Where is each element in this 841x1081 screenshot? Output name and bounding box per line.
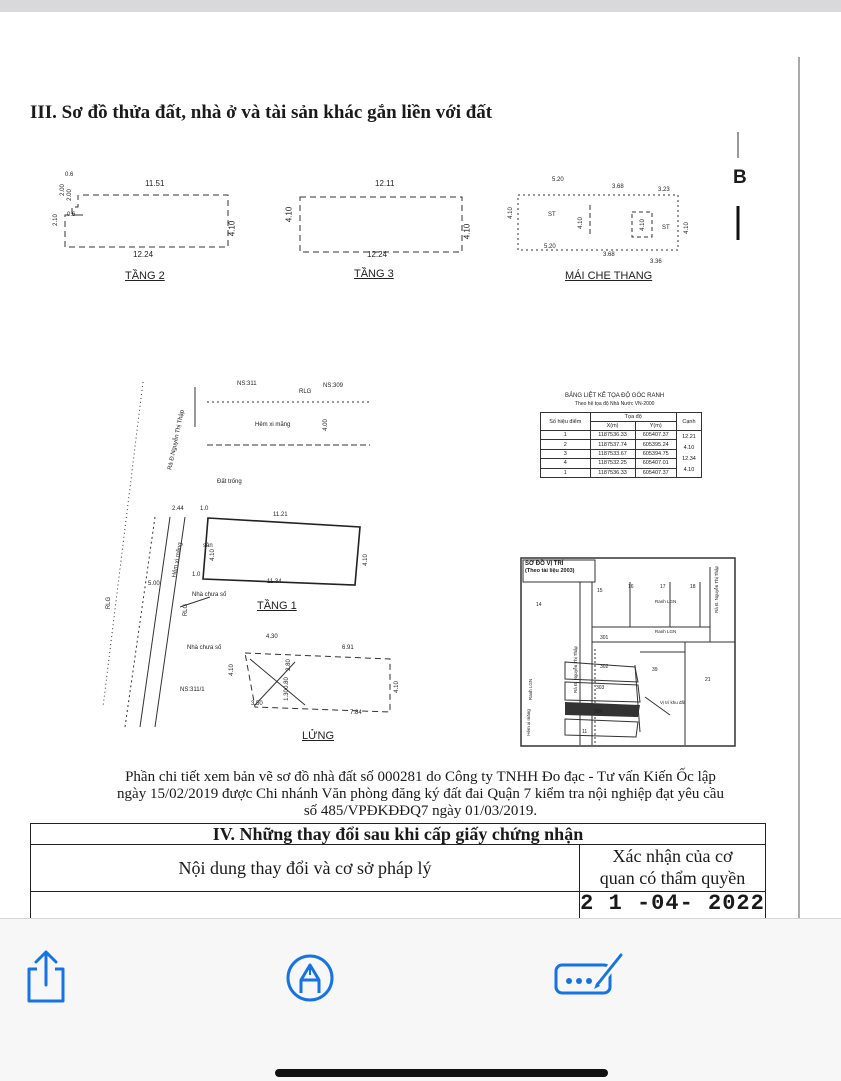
home-indicator[interactable] bbox=[275, 1069, 608, 1077]
location-map-title: SƠ ĐỒ VỊ TRÍ bbox=[525, 561, 564, 567]
note-line: số 485/VPĐKĐĐQ7 ngày 01/03/2019. bbox=[303, 803, 538, 819]
tang1-left-dim: 5.00 bbox=[148, 581, 160, 587]
edge-value: 4.10 bbox=[683, 445, 695, 451]
location-map-label: 11 bbox=[582, 729, 588, 735]
side-marks bbox=[735, 122, 741, 252]
coord-header: Số hiệu điểm bbox=[541, 413, 591, 431]
tang2-label: TẦNG 2 bbox=[125, 270, 165, 282]
markup-pen-icon[interactable] bbox=[285, 953, 335, 1003]
section-iv-col2-line2: quan có thẩm quyền bbox=[599, 868, 746, 888]
lung-small: 0.80 bbox=[283, 677, 290, 689]
coord-cell: 605407.01 bbox=[635, 459, 676, 468]
lung-label: LỬNG bbox=[302, 730, 335, 742]
section-iv-entry-stamp bbox=[580, 892, 765, 918]
location-map-label: Hẻm xi măng bbox=[525, 709, 531, 736]
tang1-label: TẦNG 1 bbox=[257, 600, 297, 612]
edge-value: 4.10 bbox=[683, 467, 695, 473]
mai-st: ST bbox=[548, 212, 556, 218]
tang1-hem: Hẻm xi măng bbox=[255, 422, 291, 428]
tang1-left-dim: 2.44 bbox=[172, 506, 184, 512]
location-map-label: 302 bbox=[600, 664, 609, 670]
coord-table bbox=[540, 412, 702, 478]
tang1-right-dim: 4.10 bbox=[362, 554, 369, 566]
mai-dim: 5.20 bbox=[552, 177, 564, 183]
tang1-ns311-1: NS:311/1 bbox=[180, 687, 205, 693]
tang1-dat-trong: Đất trống bbox=[217, 479, 242, 485]
stamp-date: 2 1 -04- 2022 bbox=[580, 891, 765, 916]
location-map-label: 304 bbox=[594, 709, 603, 715]
mai-st: ST bbox=[662, 225, 670, 231]
location-map-label: Ranh LGN bbox=[655, 599, 677, 604]
tang1-rlg: RLG bbox=[299, 389, 312, 395]
lung-dim: 3.50 bbox=[251, 701, 263, 707]
coord-cell: 1 bbox=[541, 468, 591, 477]
tang2-dim: 0.6 bbox=[67, 212, 76, 218]
section-iii-title: III. Sơ đồ thửa đất, nhà ở và tài sản khác gắn liền với đất bbox=[30, 102, 493, 123]
lung-dim: 6.91 bbox=[342, 645, 354, 651]
coord-cell: 1187537.74 bbox=[590, 440, 635, 449]
coord-cell: 605395.24 bbox=[635, 440, 676, 449]
edge-value: 12.34 bbox=[682, 456, 696, 462]
location-map-subtitle: (Theo tài liệu 2003) bbox=[525, 568, 575, 574]
lung-left-dim: 4.10 bbox=[228, 664, 235, 676]
tang1-hem-width: 4.00 bbox=[322, 419, 329, 431]
location-map-label: Vị trí khu đất bbox=[660, 700, 686, 705]
section-iv-col1-header: Nội dung thay đổi và cơ sở pháp lý bbox=[31, 845, 580, 891]
side-letter: B bbox=[733, 167, 747, 188]
location-map-label: Ranh LGN bbox=[655, 629, 677, 634]
lung-dim: 7.84 bbox=[350, 710, 362, 716]
note-line: Phần chi tiết xem bản vẽ sơ đồ nhà đất số 000281 do Công ty TNHH Đo đạc - Tư vấn Kiến Ốc lập bbox=[125, 769, 716, 785]
tang2-dim: 2.00 bbox=[59, 184, 66, 196]
location-map-label: 15 bbox=[597, 588, 603, 594]
location-map-label: 301 bbox=[600, 635, 609, 641]
coord-cell: 1187536.33 bbox=[590, 468, 635, 477]
location-map-label: 18 bbox=[690, 584, 696, 590]
mai-vert: 4.10 bbox=[683, 222, 690, 234]
tang1-rlg-left: RLG bbox=[183, 603, 190, 617]
tang1-street: Rà Đ.Nguyễn Thị Thập bbox=[167, 409, 186, 471]
coord-cell: 605394.75 bbox=[635, 449, 676, 458]
note-line: ngày 15/02/2019 được Chi nhánh Văn phòng đăng ký đất đai Quận 7 kiểm tra nội nghiệp đạt yêu cầu bbox=[117, 786, 724, 802]
tang1-bottom-dim: 11.34 bbox=[267, 579, 282, 585]
location-map-label: 21 bbox=[705, 677, 711, 683]
location-map-label: 39 bbox=[652, 667, 658, 673]
more-edit-icon[interactable] bbox=[553, 951, 625, 997]
coord-cell: 2 bbox=[541, 440, 591, 449]
top-status-strip bbox=[0, 0, 841, 12]
mai-dim: 5.20 bbox=[544, 244, 556, 250]
table-row bbox=[541, 431, 702, 440]
location-map-label: 303 bbox=[596, 685, 605, 691]
section-iv-entry-row bbox=[31, 892, 765, 918]
tang1-left-dim: 1.0 bbox=[200, 506, 209, 512]
mai-dim: 3.68 bbox=[612, 184, 624, 190]
edge-value: 12.21 bbox=[682, 434, 696, 440]
mai-dim: 3.23 bbox=[658, 187, 670, 193]
tang1-nha-chua-so: Nhà chưa số bbox=[192, 592, 227, 598]
mai-vert: 4.10 bbox=[577, 217, 584, 229]
tang3-label: TẦNG 3 bbox=[354, 268, 394, 280]
tang1-left-dim: 1.0 bbox=[192, 572, 201, 578]
location-map-label: Rà Đ. Nguyễn Thị Thập bbox=[573, 645, 579, 694]
coord-table-subtitle: Theo hệ tọa độ Nhà Nước VN-2000 bbox=[575, 401, 655, 407]
coord-edges bbox=[676, 431, 701, 478]
tang3-left-dim: 4.10 bbox=[284, 206, 294, 223]
tang2-dim: 2.00 bbox=[66, 189, 73, 201]
lung-right-dim: 4.10 bbox=[393, 681, 400, 693]
scanned-document bbox=[0, 12, 841, 918]
tang1-hem-v: Hẻm xi măng bbox=[171, 542, 184, 578]
lung-small: 2.80 bbox=[285, 659, 292, 671]
coord-header: Cạnh bbox=[676, 413, 701, 431]
location-map-label: 16 bbox=[628, 584, 634, 590]
section-iv-col2-line1: Xác nhận của cơ bbox=[612, 846, 733, 866]
tang2-dim: 0.6 bbox=[65, 172, 74, 178]
tang3-bottom-dim: 12.24 bbox=[367, 250, 388, 259]
coord-subheader: Y(m) bbox=[635, 422, 676, 431]
tang1-top-dim: 11.21 bbox=[273, 512, 288, 518]
tang1-inner: sân bbox=[203, 543, 213, 549]
tang1-rlg-left: RLG bbox=[106, 596, 113, 610]
coord-subheader: X(m) bbox=[590, 422, 635, 431]
mai-vert: 4.10 bbox=[507, 207, 514, 219]
mai-dim: 3.36 bbox=[650, 259, 662, 265]
location-map-label: Ranh LGN bbox=[528, 678, 534, 701]
section-iv-col2-header bbox=[580, 845, 765, 891]
coord-cell: 4 bbox=[541, 459, 591, 468]
lung-dim: 4.30 bbox=[266, 634, 278, 640]
coord-cell: 605407.37 bbox=[635, 468, 676, 477]
coord-table-title: BẢNG LIỆT KÊ TỌA ĐỘ GÓC RANH bbox=[565, 393, 665, 399]
tang1-ns311: NS:311 bbox=[237, 381, 257, 387]
mai-che-label: MÁI CHE THANG bbox=[565, 270, 653, 282]
location-map-label: 14 bbox=[536, 602, 542, 608]
share-icon[interactable] bbox=[22, 949, 70, 1005]
tang2-dim: 2.10 bbox=[52, 214, 59, 226]
tang1-ns309: NS:309 bbox=[323, 383, 344, 389]
coord-header: Tọa độ bbox=[590, 413, 676, 422]
location-map-label: 17 bbox=[660, 584, 666, 590]
section-iv-entry-content bbox=[31, 892, 580, 918]
tang3-right-dim: 4.10 bbox=[462, 223, 472, 240]
location-map-label: Rà Đ. Nguyễn Thị Thập bbox=[714, 565, 720, 614]
mai-dim: 3.68 bbox=[603, 252, 615, 258]
coord-cell: 1187536.33 bbox=[590, 431, 635, 440]
lung-small: 1.30 bbox=[283, 689, 290, 701]
coord-cell: 1 bbox=[541, 431, 591, 440]
tang3-top-dim: 12.11 bbox=[375, 179, 395, 188]
tang2-top-dim: 11.51 bbox=[145, 179, 165, 188]
coord-cell: 1187533.67 bbox=[590, 449, 635, 458]
section-iv-table bbox=[30, 823, 766, 918]
tang1-nha-chua-so: Nhà chưa số bbox=[187, 645, 222, 651]
tang2-right-dim: 4.10 bbox=[227, 220, 237, 237]
coord-cell: 605407.37 bbox=[635, 431, 676, 440]
section-iv-title: IV. Những thay đổi sau khi cấp giấy chứng nhận bbox=[31, 824, 765, 845]
bottom-toolbar bbox=[0, 918, 841, 1081]
section-iv-header-row bbox=[31, 845, 765, 892]
tang1-inner-dim: 4.10 bbox=[209, 549, 216, 561]
coord-cell: 3 bbox=[541, 449, 591, 458]
mai-vert: 4.10 bbox=[639, 219, 646, 231]
tang2-bottom-dim: 12.24 bbox=[133, 250, 154, 259]
coord-cell: 1187532.25 bbox=[590, 459, 635, 468]
